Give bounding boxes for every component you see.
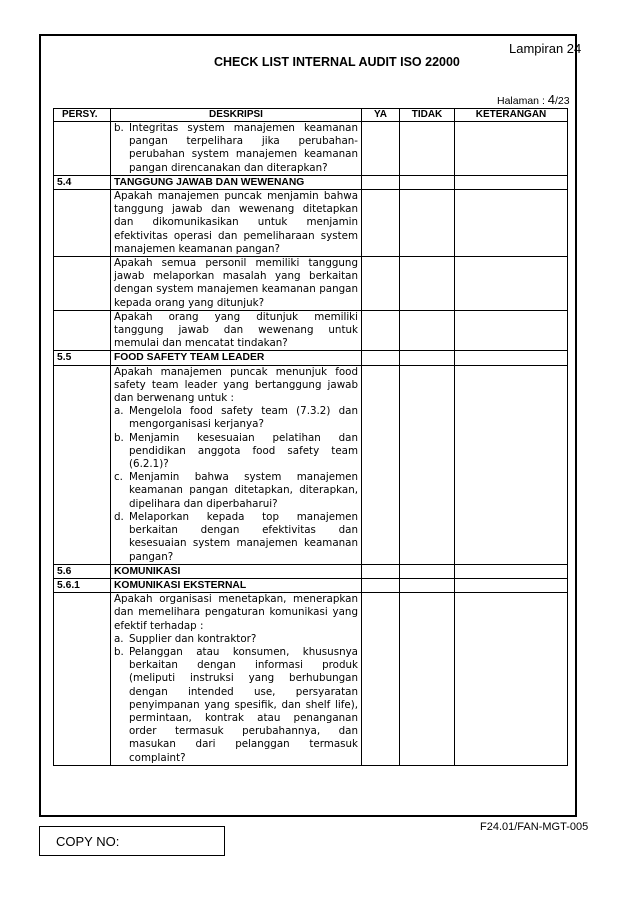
keterangan-cell[interactable]	[455, 257, 568, 311]
item-text: Mengelola food safety team (7.3.2) dan mengorganisasi kerjanya?	[129, 405, 358, 431]
list-item	[114, 511, 358, 564]
item-text: Supplier dan kontraktor?	[129, 632, 257, 645]
col-header-ya: YA	[362, 109, 400, 122]
audit-checklist-table	[53, 108, 568, 766]
ya-cell	[362, 564, 400, 578]
ya-cell	[362, 578, 400, 592]
question-text: Apakah manajemen puncak menunjuk food safety team leader yang bertanggung jawab dan berwenang untuk :	[114, 365, 358, 405]
description-cell	[111, 365, 362, 564]
tidak-cell	[400, 564, 455, 578]
item-text: Pelanggan atau konsumen, khususnya berkaitan dengan informasi produk (meliputi instruksi yang berhubungan dengan intended use, persyaratan penyimpanan yang spesifik, dan shelf life), permintaan, kontrak atau penanganan order termasuk perubahannya, dan masukan dari pelanggan termasuk complaint?	[129, 645, 358, 764]
item-list	[114, 633, 358, 765]
table-row	[54, 190, 568, 257]
persy-cell: 5.4	[54, 175, 111, 189]
ya-cell[interactable]	[362, 257, 400, 311]
tidak-cell	[400, 578, 455, 592]
tidak-cell[interactable]	[400, 257, 455, 311]
section-row	[54, 175, 568, 189]
item-marker: b.	[114, 645, 124, 658]
tidak-cell[interactable]	[400, 310, 455, 351]
ya-cell[interactable]	[362, 593, 400, 766]
lampiran-label: Lampiran 24	[509, 41, 582, 56]
item-marker: b.	[114, 431, 124, 444]
table-header-row	[54, 109, 568, 122]
ya-cell[interactable]	[362, 365, 400, 564]
description-cell	[111, 257, 362, 311]
persy-cell	[54, 190, 111, 257]
list-item	[114, 122, 358, 175]
persy-cell	[54, 122, 111, 176]
keterangan-cell	[455, 175, 568, 189]
description-cell	[111, 310, 362, 351]
persy-cell	[54, 310, 111, 351]
item-text: Melaporkan kepada top manajemen berkaitan dengan efektivitas dan kesesuaian system manajemen keamanan pangan?	[129, 510, 358, 563]
persy-cell	[54, 257, 111, 311]
description-cell	[111, 122, 362, 176]
list-item	[114, 471, 358, 511]
tidak-cell[interactable]	[400, 593, 455, 766]
keterangan-cell[interactable]	[455, 122, 568, 176]
item-marker: b.	[114, 122, 124, 134]
tidak-cell[interactable]	[400, 365, 455, 564]
section-row	[54, 578, 568, 592]
description-cell	[111, 190, 362, 257]
col-header-keterangan: KETERANGAN	[455, 109, 568, 122]
item-marker: d.	[114, 510, 124, 523]
section-title: FOOD SAFETY TEAM LEADER	[111, 351, 362, 365]
table-row	[54, 365, 568, 564]
item-text: Menjamin kesesuaian pelatihan dan pendidikan anggota food safety team (6.2.1)?	[129, 431, 358, 471]
item-list	[114, 122, 358, 175]
persy-cell	[54, 593, 111, 766]
tidak-cell[interactable]	[400, 122, 455, 176]
persy-cell: 5.6	[54, 564, 111, 578]
section-row	[54, 564, 568, 578]
tidak-cell[interactable]	[400, 190, 455, 257]
item-list	[114, 405, 358, 563]
table-row	[54, 593, 568, 766]
question-text: Apakah orang yang ditunjuk memiliki tanggung jawab dan wewenang untuk memulai dan mencatat tindakan?	[114, 310, 358, 350]
list-item	[114, 646, 358, 765]
ya-cell	[362, 351, 400, 365]
halaman-current: 4	[547, 92, 556, 107]
item-text: Integritas system manajemen keamanan pangan terpelihara jika perubahan-perubahan system manajemen keamanan pangan direncanakan dan diterapkan?	[129, 122, 358, 174]
persy-cell	[54, 365, 111, 564]
halaman-label: Halaman :	[497, 95, 545, 107]
ya-cell[interactable]	[362, 310, 400, 351]
copy-no-label: COPY NO:	[56, 834, 120, 849]
tidak-cell	[400, 175, 455, 189]
ya-cell[interactable]	[362, 190, 400, 257]
section-title: KOMUNIKASI	[111, 564, 362, 578]
keterangan-cell[interactable]	[455, 190, 568, 257]
keterangan-cell[interactable]	[455, 365, 568, 564]
ya-cell	[362, 175, 400, 189]
item-text: Menjamin bahwa system manajemen keamanan pangan ditetapkan, diterapkan, dipelihara dan diperbaharui?	[129, 471, 358, 510]
keterangan-cell	[455, 351, 568, 365]
item-marker: c.	[114, 471, 123, 484]
halaman-total: /23	[555, 95, 570, 107]
persy-cell: 5.5	[54, 351, 111, 365]
keterangan-cell	[455, 564, 568, 578]
col-header-persy: PERSY.	[54, 109, 111, 122]
question-text: Apakah organisasi menetapkan, menerapkan dan memelihara pengaturan komunikasi yang efektif terhadap :	[114, 593, 358, 632]
table-row	[54, 122, 568, 176]
question-text: Apakah manajemen puncak menjamin bahwa tanggung jawab dan wewenang ditetapkan dan dikomunikasikan untuk menjamin efektivitas operasi dan pemeliharaan system manajemen keamanan pangan?	[114, 190, 358, 255]
col-header-tidak: TIDAK	[400, 109, 455, 122]
persy-cell: 5.6.1	[54, 578, 111, 592]
section-title: TANGGUNG JAWAB DAN WEWENANG	[111, 175, 362, 189]
table-row	[54, 310, 568, 351]
keterangan-cell[interactable]	[455, 593, 568, 766]
section-title: KOMUNIKASI EKSTERNAL	[111, 578, 362, 592]
copy-no-box	[39, 826, 225, 856]
col-header-deskripsi: DESKRIPSI	[111, 109, 362, 122]
table-row	[54, 257, 568, 311]
page-title: CHECK LIST INTERNAL AUDIT ISO 22000	[214, 55, 460, 69]
list-item	[114, 432, 358, 472]
document-code: F24.01/FAN-MGT-005	[480, 821, 589, 833]
question-text: Apakah semua personil memiliki tanggung jawab melaporkan masalah yang berkaitan dengan system manajemen keamanan pangan kepada orang yang ditunjuk?	[114, 257, 358, 309]
item-marker: a.	[114, 632, 124, 645]
list-item	[114, 633, 358, 646]
section-row	[54, 351, 568, 365]
ya-cell[interactable]	[362, 122, 400, 176]
keterangan-cell[interactable]	[455, 310, 568, 351]
item-marker: a.	[114, 405, 124, 418]
keterangan-cell	[455, 578, 568, 592]
description-cell	[111, 593, 362, 766]
list-item	[114, 405, 358, 431]
page-number	[497, 92, 570, 107]
tidak-cell	[400, 351, 455, 365]
